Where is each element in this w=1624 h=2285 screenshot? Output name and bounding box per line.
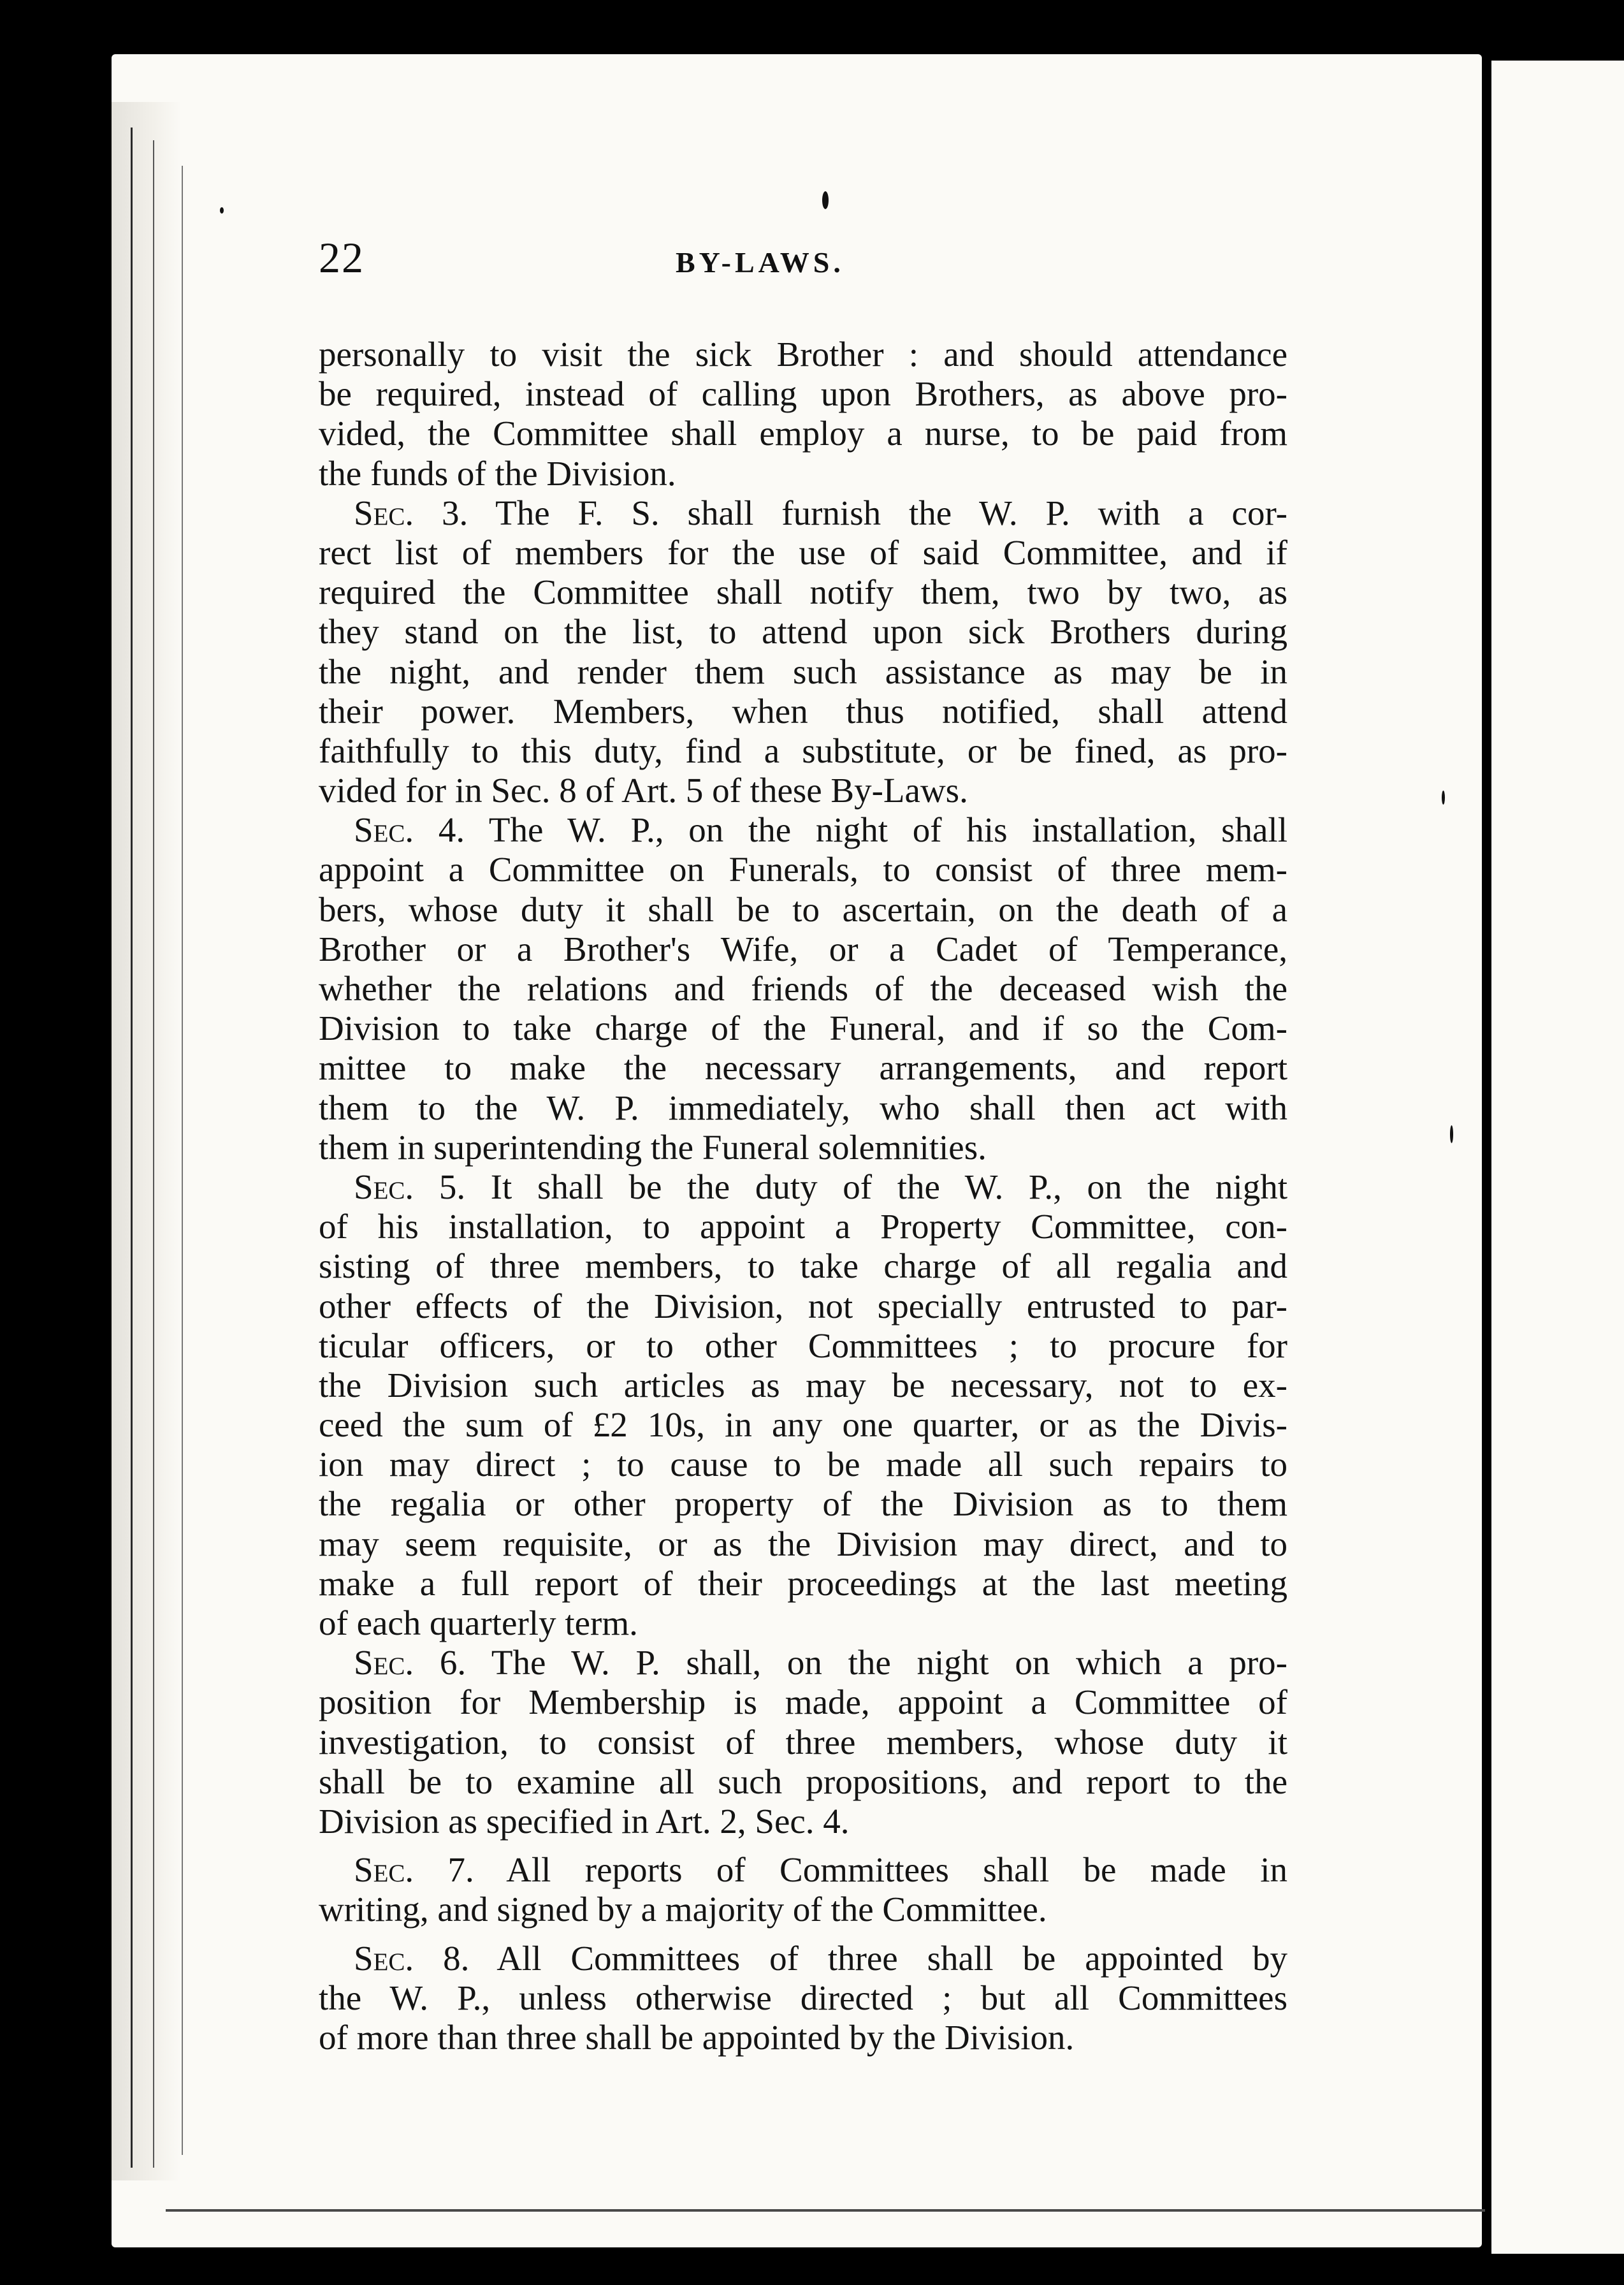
line-text: their power. Members, when thus notified, shall attend bbox=[319, 691, 1287, 731]
text-line bbox=[319, 1128, 1287, 1167]
line-text: them in superintending the Funeral solemnities. bbox=[319, 1127, 987, 1167]
line-text: vided for in Sec. 8 of Art. 5 of these By-Laws. bbox=[319, 771, 968, 810]
line-text: they stand on the list, to attend upon sick Brothers during bbox=[319, 612, 1287, 652]
line-text: ticular officers, or to other Committees ; to procure for bbox=[319, 1325, 1287, 1365]
text-line bbox=[319, 850, 1287, 889]
text-line bbox=[319, 414, 1287, 453]
text-line bbox=[319, 1939, 1287, 1978]
text-line bbox=[319, 1683, 1287, 1722]
text-line bbox=[319, 573, 1287, 612]
line-text: The W. P. shall, on the night on which a pro- bbox=[466, 1643, 1287, 1683]
text-line bbox=[319, 1246, 1287, 1286]
line-text: appoint a Committee on Funerals, to consist of three mem- bbox=[319, 850, 1287, 889]
text-line bbox=[319, 454, 1287, 493]
paragraph-gap bbox=[319, 1841, 1287, 1850]
text-line bbox=[319, 771, 1287, 810]
line-text: required the Committee shall notify them, two by two, as bbox=[319, 573, 1287, 612]
gutter-line bbox=[131, 128, 133, 2168]
text-line bbox=[319, 969, 1287, 1009]
text-line bbox=[319, 1603, 1287, 1643]
ink-speck bbox=[822, 191, 829, 209]
text-line bbox=[319, 930, 1287, 969]
text-line bbox=[319, 1978, 1287, 2018]
text-line bbox=[319, 1088, 1287, 1128]
line-text: mittee to make the necessary arrangements, and report bbox=[319, 1048, 1287, 1088]
line-text: of more than three shall be appointed by the Division. bbox=[319, 2017, 1075, 2057]
section-label: Sec. 7. bbox=[354, 1850, 474, 1890]
text-line bbox=[319, 612, 1287, 652]
line-text: ceed the sum of £2 10s, in any one quarter, or as the Divis- bbox=[319, 1405, 1287, 1445]
text-line bbox=[319, 652, 1287, 692]
line-text: the night, and render them such assistance as may be in bbox=[319, 652, 1287, 691]
text-line bbox=[319, 1287, 1287, 1326]
text-line bbox=[319, 1207, 1287, 1246]
paragraph-gap bbox=[319, 1930, 1287, 1939]
line-text: shall be to examine all such propositions, and report to the bbox=[319, 1762, 1287, 1801]
right-page-edge bbox=[1491, 61, 1624, 2254]
line-text: faithfully to this duty, find a substitute, or be fined, as pro- bbox=[319, 731, 1287, 770]
text-line bbox=[319, 810, 1287, 850]
text-line bbox=[319, 1405, 1287, 1445]
line-text: other effects of the Division, not specially entrusted to par- bbox=[319, 1286, 1287, 1325]
text-line bbox=[319, 335, 1287, 374]
text-line bbox=[319, 1167, 1287, 1207]
text-line bbox=[319, 1802, 1287, 1841]
line-text: bers, whose duty it shall be to ascertain, on the death of a bbox=[319, 889, 1287, 929]
line-text: writing, and signed by a majority of the Committee. bbox=[319, 1890, 1047, 1929]
ink-speck bbox=[1450, 1125, 1453, 1143]
running-title: BY-LAWS. bbox=[676, 246, 845, 279]
line-text: Division to take charge of the Funeral, and if so the Com- bbox=[319, 1009, 1287, 1048]
section-label: Sec. 4. bbox=[354, 810, 465, 850]
text-line bbox=[319, 1524, 1287, 1564]
text-line bbox=[319, 1643, 1287, 1683]
ink-speck bbox=[1442, 791, 1445, 805]
text-line bbox=[319, 1009, 1287, 1048]
line-text: investigation, to consist of three members, whose duty it bbox=[319, 1722, 1287, 1762]
line-text: All Committees of three shall be appointed by bbox=[469, 1938, 1287, 1978]
line-text: of each quarterly term. bbox=[319, 1603, 638, 1642]
line-text: them to the W. P. immediately, who shall then act with bbox=[319, 1088, 1287, 1127]
text-line bbox=[319, 1564, 1287, 1603]
text-line bbox=[319, 374, 1287, 414]
text-line bbox=[319, 1326, 1287, 1366]
gutter-line bbox=[182, 166, 183, 2155]
page-bottom-edge bbox=[166, 2209, 1485, 2212]
text-line bbox=[319, 890, 1287, 930]
section-label: Sec. 8. bbox=[354, 1938, 470, 1978]
body-text bbox=[319, 335, 1287, 2057]
text-line bbox=[319, 493, 1287, 533]
line-text: be required, instead of calling upon Brothers, as above pro- bbox=[319, 374, 1287, 414]
line-text: position for Membership is made, appoint a Committee of bbox=[319, 1683, 1287, 1722]
line-text: the regalia or other property of the Division as to them bbox=[319, 1484, 1287, 1524]
line-text: Brother or a Brother's Wife, or a Cadet of Temperance, bbox=[319, 929, 1287, 968]
line-text: the W. P., unless otherwise directed ; but all Committees bbox=[319, 1978, 1287, 2017]
line-text: of his installation, to appoint a Property Committee, con- bbox=[319, 1207, 1287, 1246]
text-line bbox=[319, 692, 1287, 731]
line-text: vided, the Committee shall employ a nurse, to be paid from bbox=[319, 414, 1287, 453]
text-line bbox=[319, 1445, 1287, 1484]
line-text: make a full report of their proceedings at the last meeting bbox=[319, 1563, 1287, 1603]
ink-speck bbox=[220, 207, 224, 214]
line-text: personally to visit the sick Brother : and should attendance bbox=[319, 335, 1287, 374]
line-text: sisting of three members, to take charge of all regalia and bbox=[319, 1246, 1287, 1286]
text-line bbox=[319, 1850, 1287, 1890]
text-line bbox=[319, 1762, 1287, 1802]
section-label: Sec. 3. bbox=[354, 493, 468, 532]
text-line bbox=[319, 1048, 1287, 1088]
section-label: Sec. 5. bbox=[354, 1167, 466, 1206]
text-line bbox=[319, 1366, 1287, 1405]
binding-gutter bbox=[112, 102, 182, 2180]
text-line bbox=[319, 731, 1287, 771]
line-text: rect list of members for the use of said Committee, and if bbox=[319, 532, 1287, 572]
page-number: 22 bbox=[319, 233, 365, 282]
page-header bbox=[319, 233, 1287, 303]
text-line bbox=[319, 1484, 1287, 1524]
line-text: The F. S. shall furnish the W. P. with a cor- bbox=[468, 493, 1287, 532]
line-text: It shall be the duty of the W. P., on the night bbox=[465, 1167, 1287, 1206]
line-text: may seem requisite, or as the Division may direct, and to bbox=[319, 1524, 1287, 1563]
line-text: the funds of the Division. bbox=[319, 453, 676, 493]
text-line bbox=[319, 2018, 1287, 2057]
text-line bbox=[319, 533, 1287, 573]
text-line bbox=[319, 1890, 1287, 1929]
line-text: The W. P., on the night of his installation, shall bbox=[465, 810, 1287, 850]
line-text: whether the relations and friends of the deceased wish the bbox=[319, 969, 1287, 1008]
section-label: Sec. 6. bbox=[354, 1643, 467, 1683]
line-text: Division as specified in Art. 2, Sec. 4. bbox=[319, 1801, 850, 1841]
line-text: the Division such articles as may be necessary, not to ex- bbox=[319, 1365, 1287, 1405]
text-line bbox=[319, 1723, 1287, 1762]
gutter-line bbox=[153, 140, 154, 2168]
line-text: All reports of Committees shall be made in bbox=[474, 1850, 1287, 1890]
line-text: ion may direct ; to cause to be made all such repairs to bbox=[319, 1445, 1287, 1484]
